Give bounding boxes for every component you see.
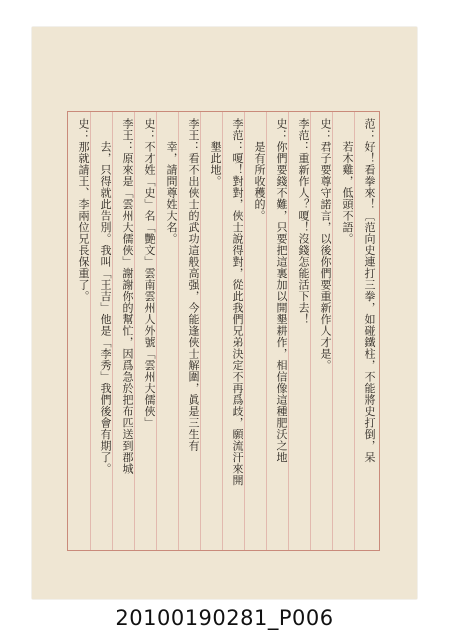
- text-column: 史：不才姓「史」名「艷文」雲南雲州人外號「雲州大儒俠」: [143, 118, 156, 429]
- text-column: 墾此地。: [209, 118, 222, 187]
- text-column: 史：那就請王、李兩位兄長保重了。: [77, 118, 90, 302]
- image-caption: 20100190281_P006: [115, 606, 334, 630]
- text-column: 是有所收穫的。: [253, 118, 266, 222]
- text-column: 李王：原來是「雲州大儒俠」謝謝你的幫忙，因爲急於把布匹送到郡城: [121, 118, 134, 475]
- document-page: [32, 27, 417, 599]
- text-column: 李王：看不出俠士的武功這般高强，今能逢俠士解圍，眞是三生有: [187, 118, 200, 452]
- text-column: 范：好！看拳來！〔范向史連打三拳，如碰鐵柱，不能將史打倒，呆: [363, 118, 376, 463]
- text-column: 幸，請問尊姓大名。: [165, 118, 178, 245]
- text-column: 李范：重新作人？嗄！沒錢怎能活下去！: [297, 118, 310, 325]
- text-column: 若木雞，低頭不語。: [341, 118, 354, 245]
- text-column: 史：君子要尊守諾言，以後你們要重新作人才是。: [319, 118, 332, 371]
- text-column: 李范：嗄！對對，俠士說得對，從此我們兄弟決定不再爲歧，願流汗來開: [231, 118, 244, 486]
- text-frame: [67, 111, 380, 551]
- text-column: 去，只得就此告別。我叫「王吉」他是「李秀」我們後會有期了。: [99, 118, 112, 475]
- text-column: 史：你們要錢不難，只要把這裏加以開墾耕作，相信像這種肥沃之地: [275, 118, 288, 463]
